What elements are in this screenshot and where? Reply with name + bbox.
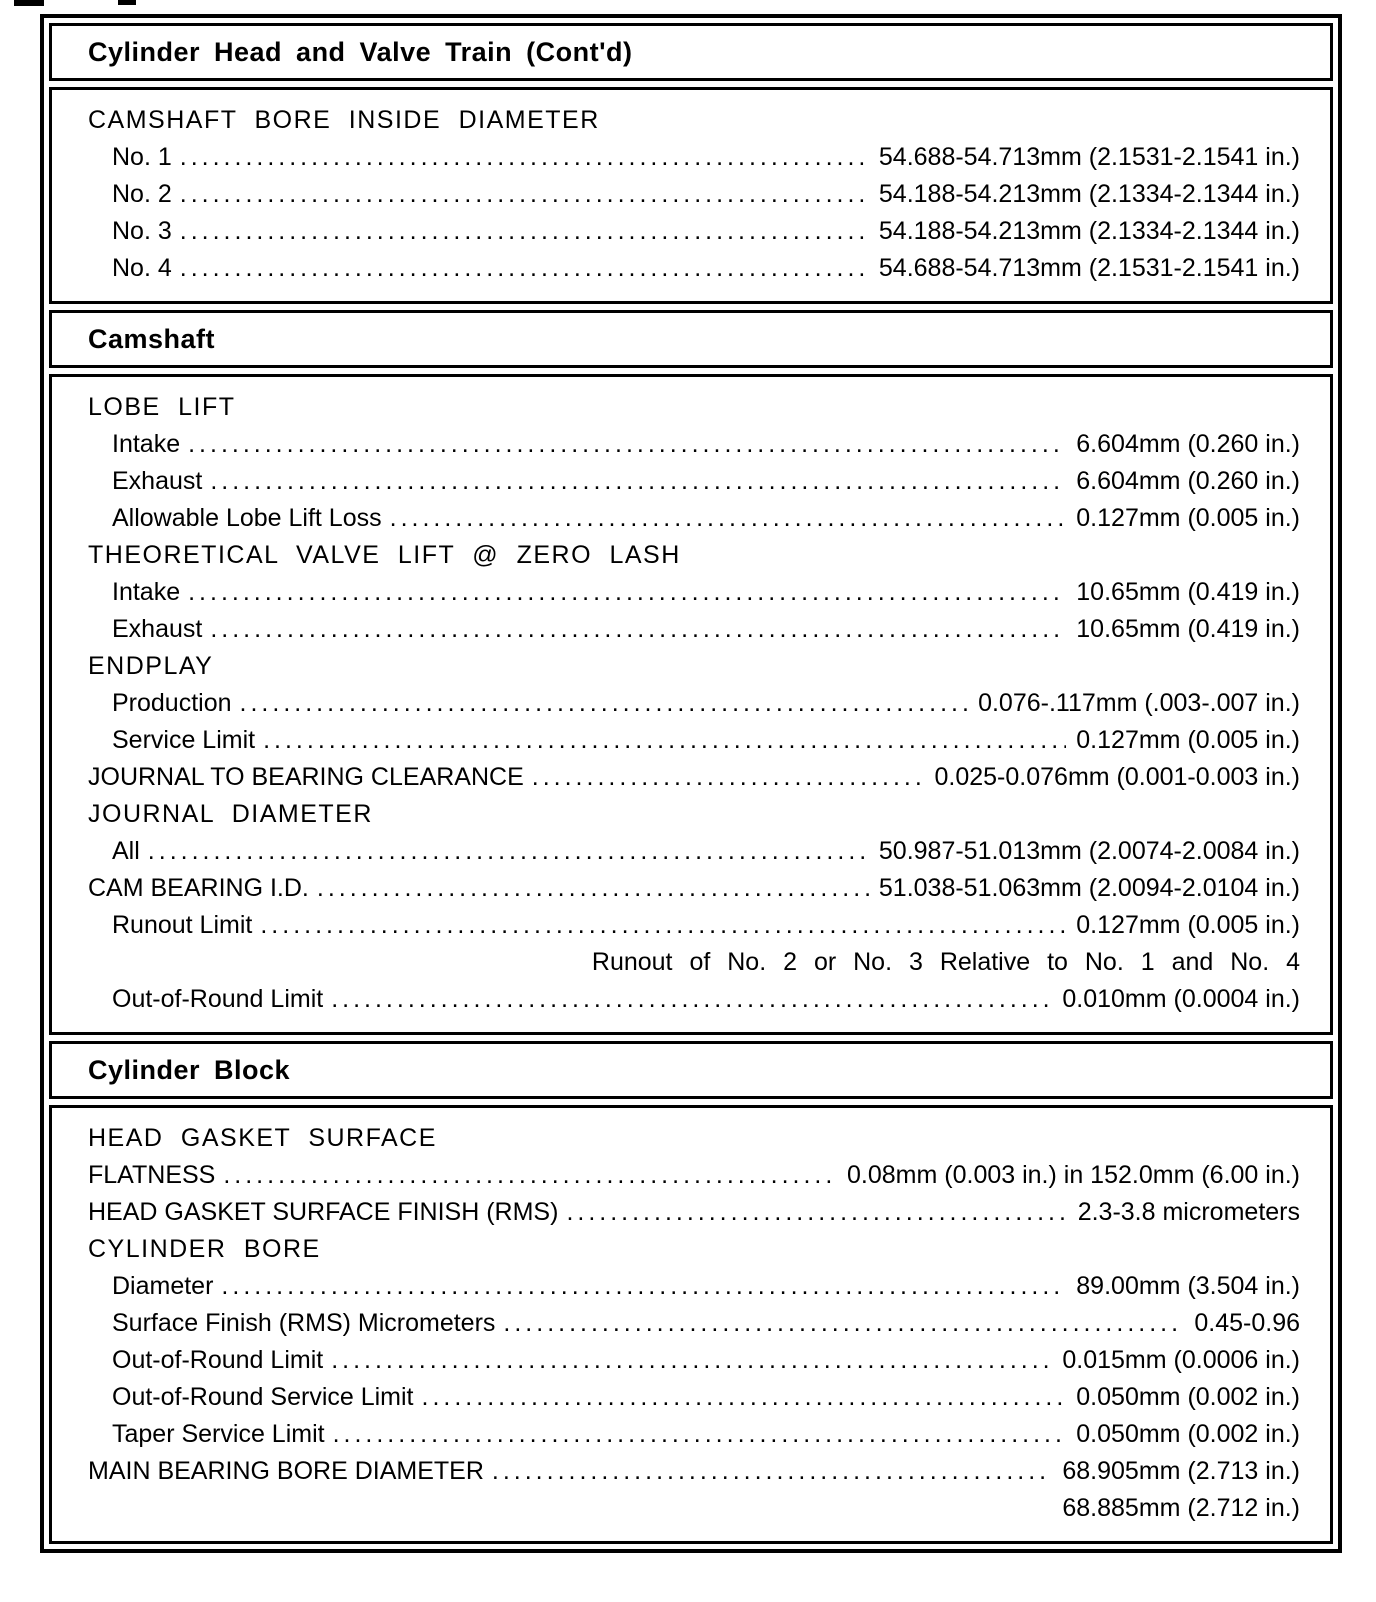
spec-label: All <box>112 837 140 865</box>
dot-leader <box>260 907 1066 944</box>
spec-label: Service Limit <box>112 726 256 754</box>
spec-row <box>88 1453 1300 1490</box>
spec-label: Exhaust <box>112 615 203 643</box>
spec-label: HEAD GASKET SURFACE FINISH (RMS) <box>88 1198 559 1226</box>
spec-value: 0.050mm (0.002 in.) <box>1076 1383 1300 1411</box>
spec-value: 50.987-51.013mm (2.0074-2.0084 in.) <box>878 837 1300 865</box>
spec-row <box>88 250 1300 287</box>
spec-value: 89.00mm (3.504 in.) <box>1076 1272 1300 1300</box>
dot-leader <box>492 1453 1052 1490</box>
spec-table <box>40 14 1342 1553</box>
dot-leader <box>263 722 1066 759</box>
scan-artifact <box>14 0 44 6</box>
spec-label: Production <box>112 689 232 717</box>
spec-label: No. 3 <box>112 217 172 245</box>
dot-leader <box>566 1194 1067 1231</box>
spec-row <box>88 1342 1300 1379</box>
spec-row <box>88 426 1300 463</box>
spec-label: Out-of-Round Limit <box>112 985 324 1013</box>
section-header-cylinder-block <box>49 1041 1333 1099</box>
note-text: Runout of No. 2 or No. 3 Relative to No. 1 and No. 4 <box>591 948 1300 976</box>
spec-label: Diameter <box>112 1272 214 1300</box>
dot-leader <box>210 611 1066 648</box>
dot-leader <box>503 1305 1184 1342</box>
spec-label: Taper Service Limit <box>112 1420 325 1448</box>
spec-value: 0.076-.117mm (.003-.007 in.) <box>978 689 1300 717</box>
section-camshaft <box>49 374 1333 1035</box>
spec-row <box>88 1305 1300 1342</box>
group-heading-row <box>88 796 1300 833</box>
dot-leader <box>333 1416 1067 1453</box>
section-header-main <box>49 23 1333 81</box>
spec-value: 10.65mm (0.419 in.) <box>1076 615 1300 643</box>
dot-leader <box>210 463 1066 500</box>
spec-value: 0.025-0.076mm (0.001-0.003 in.) <box>934 763 1300 791</box>
spec-label: CAM BEARING I.D. <box>88 874 309 902</box>
spec-label: No. 2 <box>112 180 172 208</box>
spec-row <box>88 1416 1300 1453</box>
spec-label: FLATNESS <box>88 1161 216 1189</box>
dot-leader <box>188 426 1066 463</box>
dot-leader <box>148 833 869 870</box>
spec-row <box>88 722 1300 759</box>
group-heading: CAMSHAFT BORE INSIDE DIAMETER <box>88 106 600 134</box>
spec-value: 54.688-54.713mm (2.1531-2.1541 in.) <box>878 143 1300 171</box>
spec-label: Allowable Lobe Lift Loss <box>112 504 382 532</box>
spec-label: Out-of-Round Limit <box>112 1346 324 1374</box>
group-heading-row <box>88 389 1300 426</box>
spec-label: Runout Limit <box>112 911 253 939</box>
note-row <box>88 944 1300 981</box>
group-heading: HEAD GASKET SURFACE <box>88 1124 437 1152</box>
spec-row <box>88 1268 1300 1305</box>
section-title-camshaft: Camshaft <box>88 324 216 354</box>
spec-row <box>88 139 1300 176</box>
group-heading-row <box>88 102 1300 139</box>
group-heading-row <box>88 648 1300 685</box>
dot-leader <box>180 250 869 287</box>
spec-label: No. 1 <box>112 143 172 171</box>
spec-row <box>88 574 1300 611</box>
spec-value: 6.604mm (0.260 in.) <box>1076 467 1300 495</box>
dot-leader <box>180 139 869 176</box>
section-cylinder-block <box>49 1105 1333 1544</box>
dot-leader <box>390 500 1067 537</box>
spec-label: Intake <box>112 578 181 606</box>
spec-label: Exhaust <box>112 467 203 495</box>
section-header-camshaft <box>49 310 1333 368</box>
spec-value: 10.65mm (0.419 in.) <box>1076 578 1300 606</box>
dot-leader <box>331 1342 1052 1379</box>
section-title-main: Cylinder Head and Valve Train (Cont'd) <box>88 37 633 67</box>
spec-row <box>88 463 1300 500</box>
spec-row <box>88 907 1300 944</box>
dot-leader <box>221 1268 1066 1305</box>
dot-leader <box>180 176 869 213</box>
spec-value: 0.127mm (0.005 in.) <box>1076 726 1300 754</box>
spec-row <box>88 1379 1300 1416</box>
group-heading-row <box>88 1120 1300 1157</box>
spec-row <box>88 833 1300 870</box>
dot-leader <box>223 1157 837 1194</box>
spec-value: 0.010mm (0.0004 in.) <box>1062 985 1300 1013</box>
spec-label: Out-of-Round Service Limit <box>112 1383 414 1411</box>
spec-label: Surface Finish (RMS) Micrometers <box>112 1309 496 1337</box>
group-heading-row <box>88 1231 1300 1268</box>
spec-value: 54.188-54.213mm (2.1334-2.1344 in.) <box>878 180 1300 208</box>
spec-row <box>88 759 1300 796</box>
spec-label: MAIN BEARING BORE DIAMETER <box>88 1457 484 1485</box>
spec-continuation-row <box>88 1490 1300 1527</box>
dot-leader <box>532 759 925 796</box>
spec-value: 0.127mm (0.005 in.) <box>1076 911 1300 939</box>
spec-value: 6.604mm (0.260 in.) <box>1076 430 1300 458</box>
dot-leader <box>180 213 869 250</box>
spec-value: 0.015mm (0.0006 in.) <box>1062 1346 1300 1374</box>
spec-value: 68.885mm (2.712 in.) <box>1062 1494 1300 1522</box>
spec-value: 68.905mm (2.713 in.) <box>1062 1457 1300 1485</box>
spec-value: 0.050mm (0.002 in.) <box>1076 1420 1300 1448</box>
group-heading: ENDPLAY <box>88 652 214 680</box>
spec-row <box>88 611 1300 648</box>
spec-value: 54.688-54.713mm (2.1531-2.1541 in.) <box>878 254 1300 282</box>
spec-row <box>88 981 1300 1018</box>
section-title-cylinder-block: Cylinder Block <box>88 1055 291 1085</box>
spec-row <box>88 870 1300 907</box>
group-heading: THEORETICAL VALVE LIFT @ ZERO LASH <box>88 541 681 569</box>
spec-row <box>88 685 1300 722</box>
dot-leader <box>240 685 969 722</box>
spec-label: JOURNAL TO BEARING CLEARANCE <box>88 763 524 791</box>
spec-row <box>88 213 1300 250</box>
spec-value: 0.08mm (0.003 in.) in 152.0mm (6.00 in.) <box>847 1161 1300 1189</box>
spec-row <box>88 1157 1300 1194</box>
group-heading: JOURNAL DIAMETER <box>88 800 373 828</box>
spec-value: 0.45-0.96 <box>1194 1309 1300 1337</box>
section-camshaft-bore <box>49 87 1333 304</box>
spec-row <box>88 1194 1300 1231</box>
spec-value: 54.188-54.213mm (2.1334-2.1344 in.) <box>878 217 1300 245</box>
spec-value: 51.038-51.063mm (2.0094-2.0104 in.) <box>878 874 1300 902</box>
group-heading: CYLINDER BORE <box>88 1235 321 1263</box>
spec-value: 2.3-3.8 micrometers <box>1077 1198 1300 1226</box>
spec-row <box>88 176 1300 213</box>
spec-label: No. 4 <box>112 254 172 282</box>
dot-leader <box>188 574 1066 611</box>
spec-row <box>88 500 1300 537</box>
group-heading: LOBE LIFT <box>88 393 236 421</box>
dot-leader <box>331 981 1052 1018</box>
dot-leader <box>422 1379 1067 1416</box>
scan-artifact <box>118 0 136 5</box>
dot-leader <box>317 870 869 907</box>
spec-value: 0.127mm (0.005 in.) <box>1076 504 1300 532</box>
spec-label: Intake <box>112 430 181 458</box>
group-heading-row <box>88 537 1300 574</box>
